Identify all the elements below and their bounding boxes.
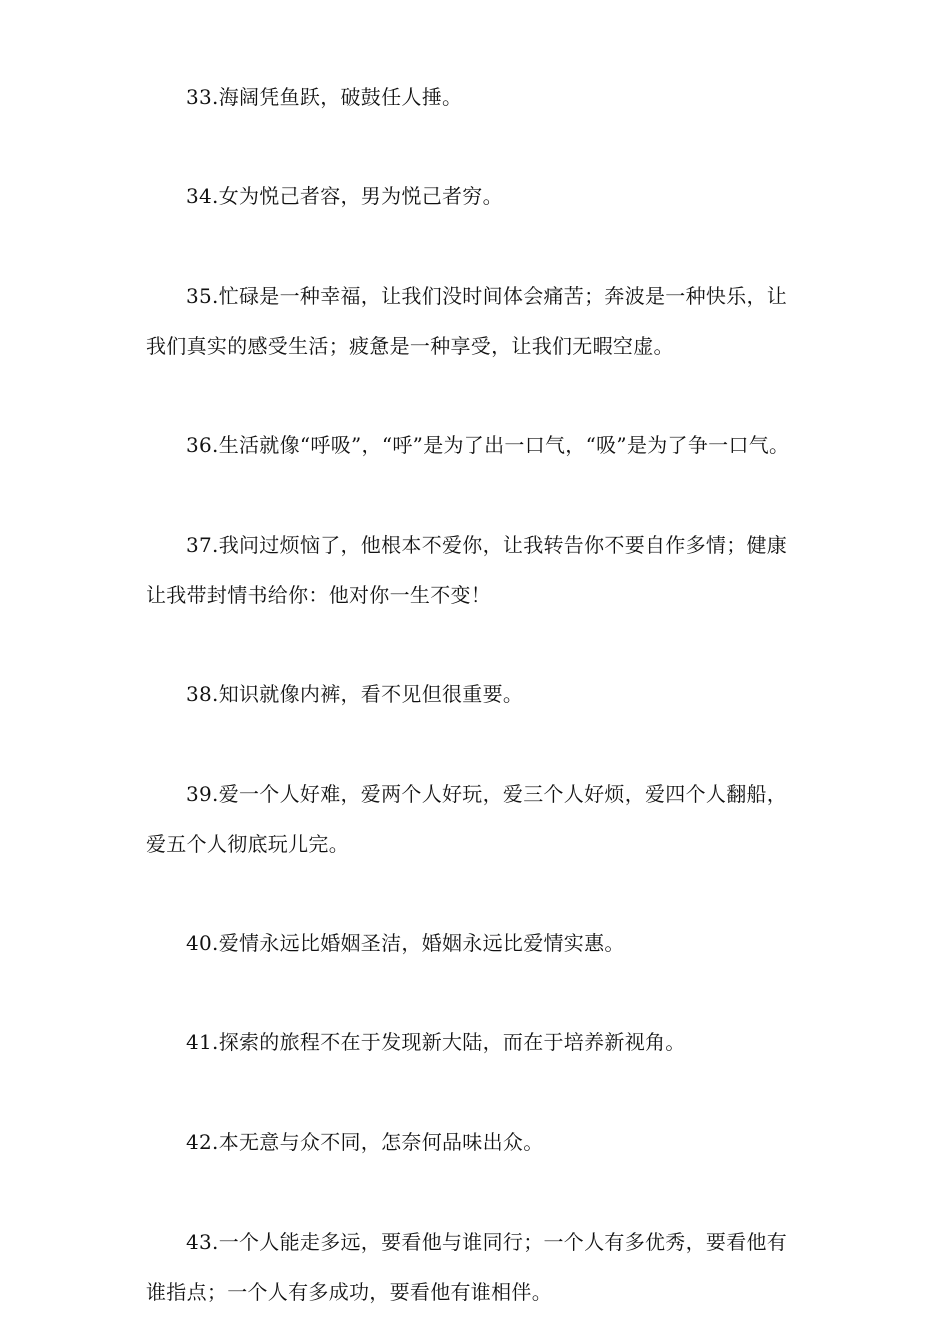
quote-line: 40.爱情永远比婚姻圣洁，婚姻永远比爱情实惠。	[186, 931, 625, 955]
quote-line: 让我带封情书给你：他对你一生不变！	[146, 583, 492, 607]
quote-41	[146, 1017, 810, 1067]
quote-line: 34.女为悦己者容，男为悦己者穷。	[186, 184, 503, 208]
quote-37	[146, 520, 810, 620]
quote-43	[146, 1217, 810, 1317]
quote-42	[146, 1117, 810, 1167]
quote-36	[146, 420, 810, 470]
quote-line: 38.知识就像内裤，看不见但很重要。	[186, 682, 524, 706]
quote-line: 42.本无意与众不同，怎奈何品味出众。	[186, 1130, 544, 1154]
quote-line: 爱五个人彻底玩儿完。	[146, 832, 349, 856]
quote-line: 35.忙碌是一种幸福，让我们没时间体会痛苦；奔波是一种快乐，让	[186, 284, 788, 308]
quote-33	[146, 72, 810, 122]
quote-38	[146, 669, 810, 719]
quote-line: 36.生活就像“呼吸”，“呼”是为了出一口气，“吸”是为了争一口气。	[186, 433, 790, 457]
quote-line: 谁指点；一个人有多成功，要看他有谁相伴。	[146, 1280, 552, 1304]
quote-line: 我们真实的感受生活；疲惫是一种享受，让我们无暇空虚。	[146, 334, 674, 358]
quote-line: 39.爱一个人好难，爱两个人好玩，爱三个人好烦，爱四个人翻船，	[186, 782, 788, 806]
quote-line: 43.一个人能走多远，要看他与谁同行；一个人有多优秀，要看他有	[186, 1230, 788, 1254]
quote-line: 41.探索的旅程不在于发现新大陆，而在于培养新视角。	[186, 1030, 686, 1054]
quote-line: 37.我问过烦恼了，他根本不爱你，让我转告你不要自作多情；健康	[186, 533, 788, 557]
quote-line: 33.海阔凭鱼跃，破鼓任人捶。	[186, 85, 463, 109]
quote-40	[146, 918, 810, 968]
quote-34	[146, 171, 810, 221]
quote-35	[146, 271, 810, 371]
quote-39	[146, 769, 810, 869]
